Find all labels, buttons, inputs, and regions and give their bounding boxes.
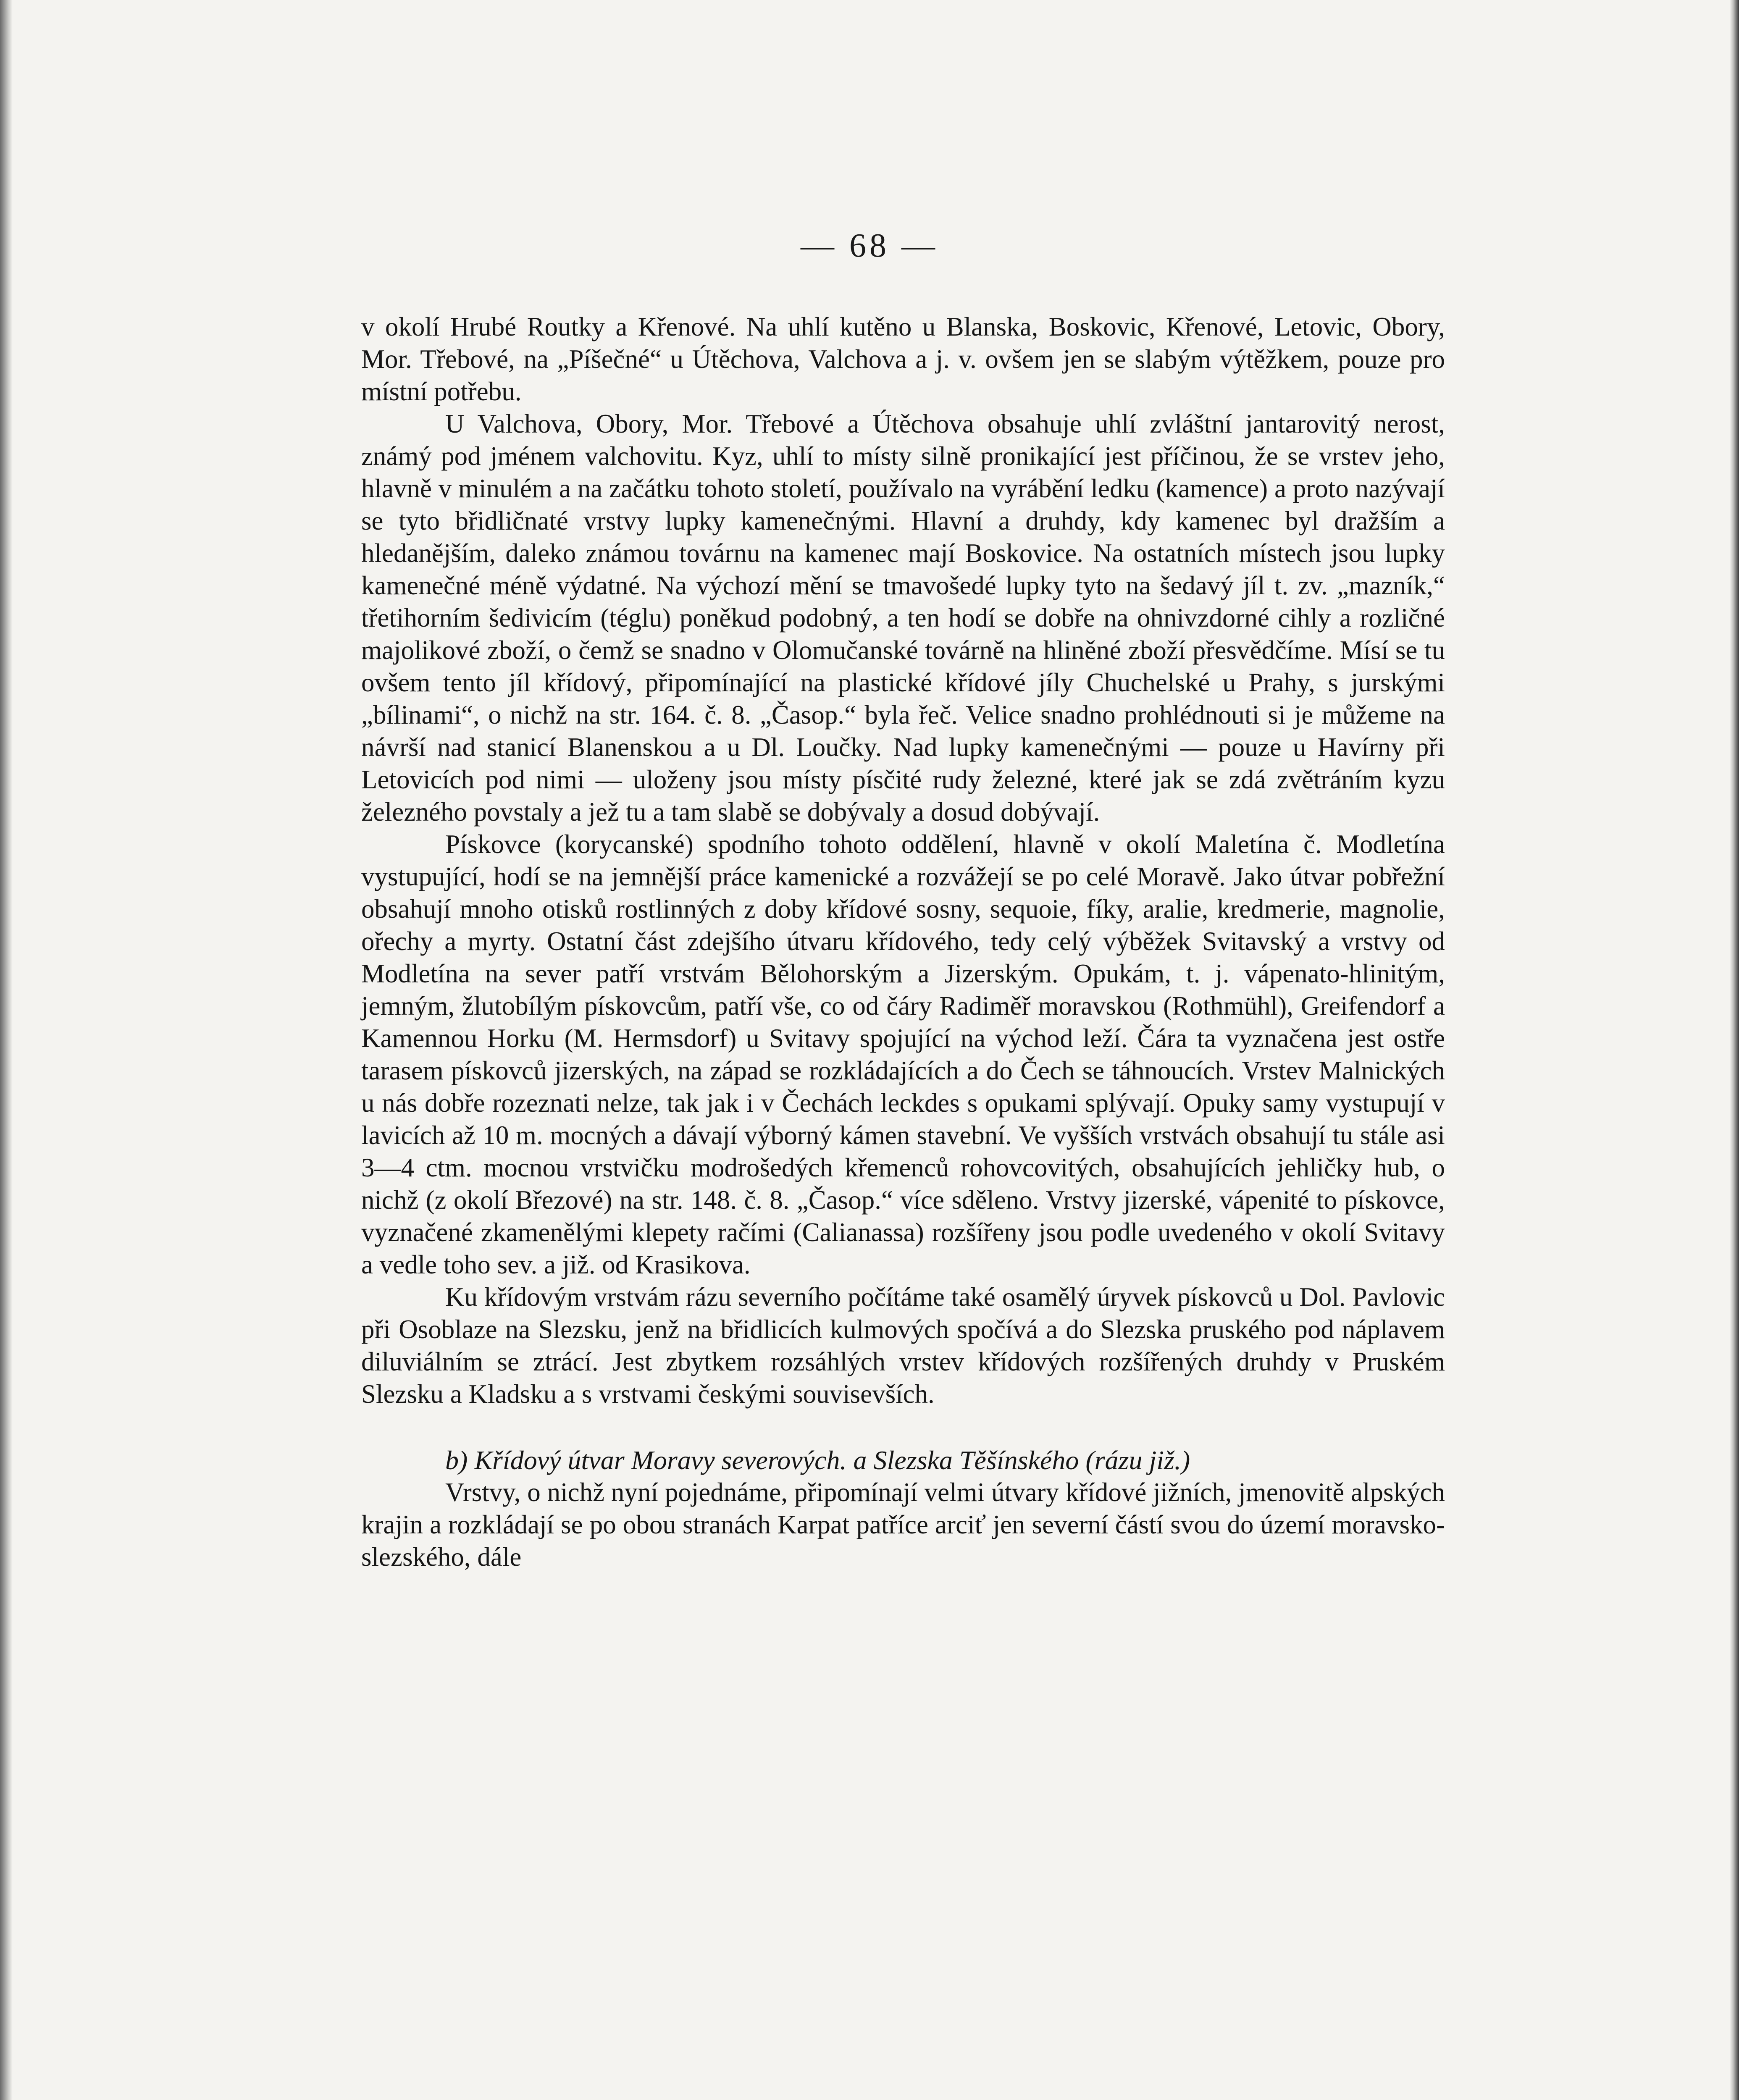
paragraph-5: Vrstvy, o nichž nyní pojednáme, připomínají velmi útvary křídové jižních, jmenovitě alpských krajin a rozkládají se po obou stranách Karpat patříce arciť jen severní částí svou do území moravsko-slezského, dále xyxy=(361,1478,1445,1572)
page-right-edge-shadow xyxy=(1730,0,1739,2100)
paragraph-2: U Valchova, Obory, Mor. Třebové a Útěchova obsahuje uhlí zvláštní jantarovitý nerost, známý pod jménem valchovitu. Kyz, uhlí to místy silně pronikající jest příčinou, že se vrstev jeho, hlavně v minulém a na začátku tohoto století, používalo na vyrábění ledku (kamence) a proto nazývají se tyto břidličnaté vrstvy lupky kamenečnými. Hlavní a druhdy, kdy kamenec byl dražším a hledanějším, daleko známou továrnu na kamenec mají Boskovice. Na ostatních místech jsou lupky kamenečné méně výdatné. Na výchozí mění se tmavošedé lupky tyto na šedavý jíl t. zv. „mazník,“ třetihorním šedivicím (téglu) poněkud podobný, a ten hodí se dobře na ohnivzdorné cihly a rozličné majolikové zboží, o čemž se snadno v Olomučanské továrně na hliněné zboží přesvědčíme. Mísí se tu ovšem tento jíl křídový, připomínající na plastické křídové jíly Chuchelské u Prahy, s jurskými „bílinami“, o nichž na str. 164. č. 8. „Časop.“ byla řeč. Velice snadno prohlédnouti si je můžeme na návrší nad stanicí Blanenskou a u Dl. Loučky. Nad lupky kamenečnými — pouze u Havírny při Letovicích pod nimi — uloženy jsou místy písčité rudy železné, které jak se zdá zvětráním kyzu železného povstaly a jež tu a tam slabě se dobývaly a dosud dobývají. xyxy=(361,409,1445,827)
paragraph-1: v okolí Hrubé Routky a Křenové. Na uhlí kutěno u Blanska, Boskovic, Křenové, Letovic, Obory, Mor. Třebové, na „Píšečné“ u Útěchova, Valchova a j. v. ovšem jen se slabým výtěžkem, pouze pro místní potřebu. xyxy=(361,312,1445,406)
section-heading: b) Křídový útvar Moravy severových. a Slezska Těšínského (rázu již.) xyxy=(445,1445,1190,1475)
page-left-edge-shadow xyxy=(0,0,13,2100)
paragraph-3: Pískovce (korycanské) spodního tohoto oddělení, hlavně v okolí Maletína č. Modletína vystupující, hodí se na jemnější práce kamenické a rozvážejí se po celé Moravě. Jako útvar pobřežní obsahují mnoho otisků rostlinných z doby křídové sosny, sequoie, fíky, aralie, kredmerie, magnolie, ořechy a myrty. Ostatní část zdejšího útvaru křídového, tedy celý výběžek Svitavský a vrstvy od Modletína na sever patří vrstvám Bělohorským a Jizerským. Opukám, t. j. vápenato-hlinitým, jemným, žlutobílým pískovcům, patří vše, co od čáry Radiměř moravskou (Rothmühl), Greifendorf a Kamennou Horku (M. Hermsdorf) u Svitavy spojující na východ leží. Čára ta vyznačena jest ostře tarasem pískovců jizerských, na západ se rozkládajících a do Čech se táhnoucích. Vrstev Malnických u nás dobře rozeznati nelze, tak jak i v Čechách leckdes s opukami splývají. Opuky samy vystupují v lavicích až 10 m. mocných a dávají výborný kámen stavební. Ve vyšších vrstvách obsahují tu stále asi 3—4 ctm. mocnou vrstvičku modrošedých křemenců rohovcovitých, obsahujících jehličky hub, o nichž (z okolí Březové) na str. 148. č. 8. „Časop.“ více sděleno. Vrstvy jizerské, vápenité to pískovce, vyznačené zkamenělými klepety račími (Calianassa) rozšířeny jsou podle uvedeného v okolí Svitavy a vedle toho sev. a již. od Krasikova. xyxy=(361,830,1445,1279)
page-number: — 68 — xyxy=(801,227,938,264)
paragraph-4: Ku křídovým vrstvám rázu severního počítáme také osamělý úryvek pískovců u Dol. Pavlovic při Osoblaze na Slezsku, jenž na břidlicích kulmových spočívá a do Slezska pruského pod náplavem diluviálním se ztrácí. Jest zbytkem rozsáhlých vrstev křídových rozšířených druhdy v Pruském Slezsku a Kladsku a s vrstvami českými souvisevších. xyxy=(361,1282,1445,1409)
body-text xyxy=(361,311,1445,1573)
